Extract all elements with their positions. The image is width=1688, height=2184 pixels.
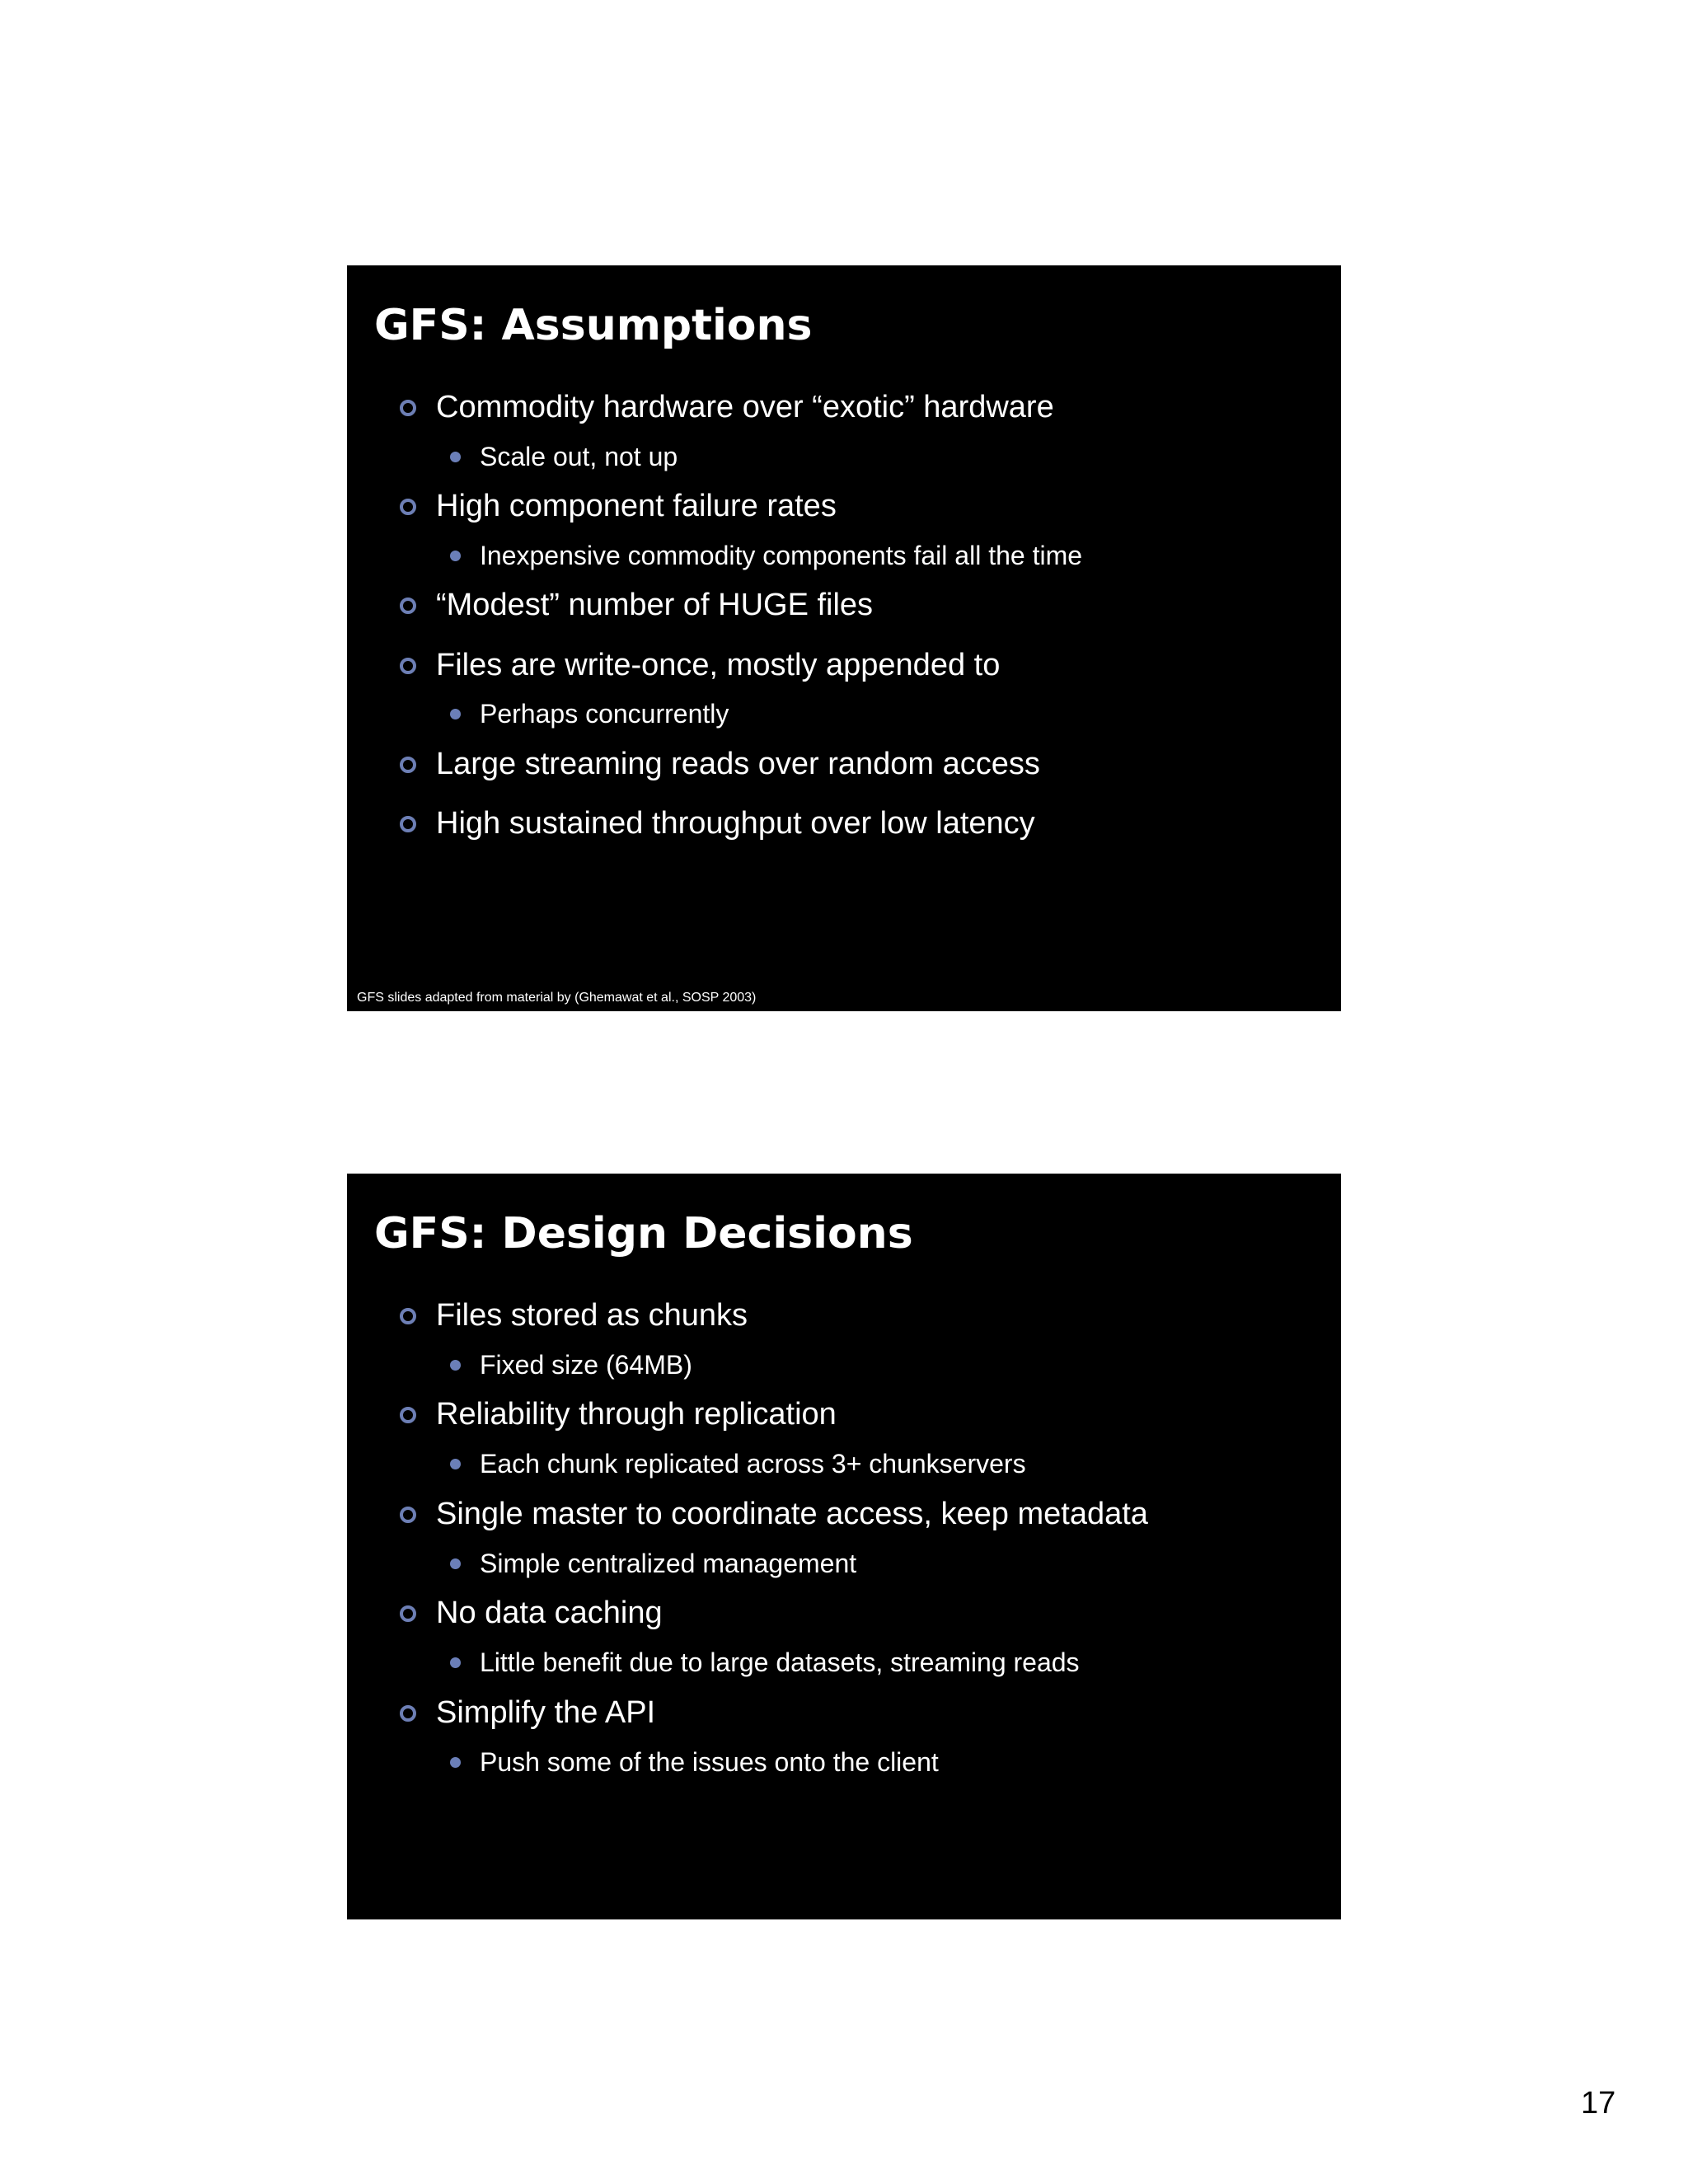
bullet-text: Simplify the API xyxy=(436,1695,656,1730)
bullet-text: “Modest” number of HUGE files xyxy=(436,588,874,622)
bullet-text: Files are write-once, mostly appended to xyxy=(436,648,1001,682)
filled-circle-bullet-icon xyxy=(450,709,461,719)
bullet-text: Commodity hardware over “exotic” hardware xyxy=(436,390,1054,424)
bullet-item xyxy=(436,1496,1148,1532)
filled-circle-bullet-icon xyxy=(450,452,461,462)
sub-bullet-text: Scale out, not up xyxy=(480,442,678,471)
slide-footnote: GFS slides adapted from material by (Ghemawat et al., SOSP 2003) xyxy=(357,991,757,1005)
hollow-circle-bullet-icon xyxy=(400,1308,416,1324)
bullet-item xyxy=(436,1396,837,1432)
hollow-circle-bullet-icon xyxy=(400,1507,416,1523)
bullet-item xyxy=(436,488,837,524)
bullet-item xyxy=(436,1595,663,1631)
hollow-circle-bullet-icon xyxy=(400,658,416,674)
bullet-item xyxy=(436,1694,655,1731)
hollow-circle-bullet-icon xyxy=(400,400,416,416)
slide-title: GFS: Assumptions xyxy=(374,301,813,350)
bullet-text: Single master to coordinate access, keep metadata xyxy=(436,1497,1148,1531)
sub-bullet-text: Fixed size (64MB) xyxy=(480,1350,692,1380)
filled-circle-bullet-icon xyxy=(450,1657,461,1668)
bullet-text: High component failure rates xyxy=(436,489,837,523)
slide-assumptions xyxy=(347,265,1341,1011)
sub-bullet-text: Push some of the issues onto the client xyxy=(480,1747,939,1777)
hollow-circle-bullet-icon xyxy=(400,499,416,515)
sub-bullet-item xyxy=(480,697,729,730)
page-number: 17 xyxy=(1581,2086,1616,2121)
bullet-item xyxy=(436,1297,748,1333)
sub-bullet-text: Little benefit due to large datasets, streaming reads xyxy=(480,1647,1080,1677)
sub-bullet-text: Perhaps concurrently xyxy=(480,699,729,729)
bullet-item xyxy=(436,389,1054,425)
bullet-list xyxy=(347,265,1341,1011)
filled-circle-bullet-icon xyxy=(450,1757,461,1768)
sub-bullet-item xyxy=(480,1547,856,1580)
bullet-text: Files stored as chunks xyxy=(436,1298,748,1333)
sub-bullet-text: Each chunk replicated across 3+ chunkservers xyxy=(480,1449,1026,1479)
sub-bullet-item xyxy=(480,1646,1080,1679)
bullet-list xyxy=(347,1174,1341,1919)
sub-bullet-text: Inexpensive commodity components fail all the time xyxy=(480,541,1083,570)
bullet-item xyxy=(436,805,1035,841)
slide-title: GFS: Design Decisions xyxy=(374,1209,913,1258)
hollow-circle-bullet-icon xyxy=(400,757,416,773)
bullet-item xyxy=(436,746,1040,782)
bullet-text: Large streaming reads over random access xyxy=(436,747,1040,781)
slide-design-decisions xyxy=(347,1174,1341,1919)
sub-bullet-item xyxy=(480,1348,692,1381)
filled-circle-bullet-icon xyxy=(450,1558,461,1569)
sub-bullet-item xyxy=(480,1447,1026,1480)
bullet-item xyxy=(436,587,873,623)
hollow-circle-bullet-icon xyxy=(400,1705,416,1722)
bullet-text: No data caching xyxy=(436,1596,663,1630)
sub-bullet-item xyxy=(480,539,1082,572)
filled-circle-bullet-icon xyxy=(450,551,461,561)
sub-bullet-text: Simple centralized management xyxy=(480,1549,857,1578)
sub-bullet-item xyxy=(480,1746,939,1779)
filled-circle-bullet-icon xyxy=(450,1459,461,1469)
hollow-circle-bullet-icon xyxy=(400,1407,416,1423)
bullet-text: Reliability through replication xyxy=(436,1397,837,1432)
hollow-circle-bullet-icon xyxy=(400,1605,416,1622)
sub-bullet-item xyxy=(480,440,678,473)
hollow-circle-bullet-icon xyxy=(400,816,416,832)
bullet-item xyxy=(436,647,1000,683)
filled-circle-bullet-icon xyxy=(450,1360,461,1371)
bullet-text: High sustained throughput over low latency xyxy=(436,806,1035,841)
hollow-circle-bullet-icon xyxy=(400,598,416,614)
